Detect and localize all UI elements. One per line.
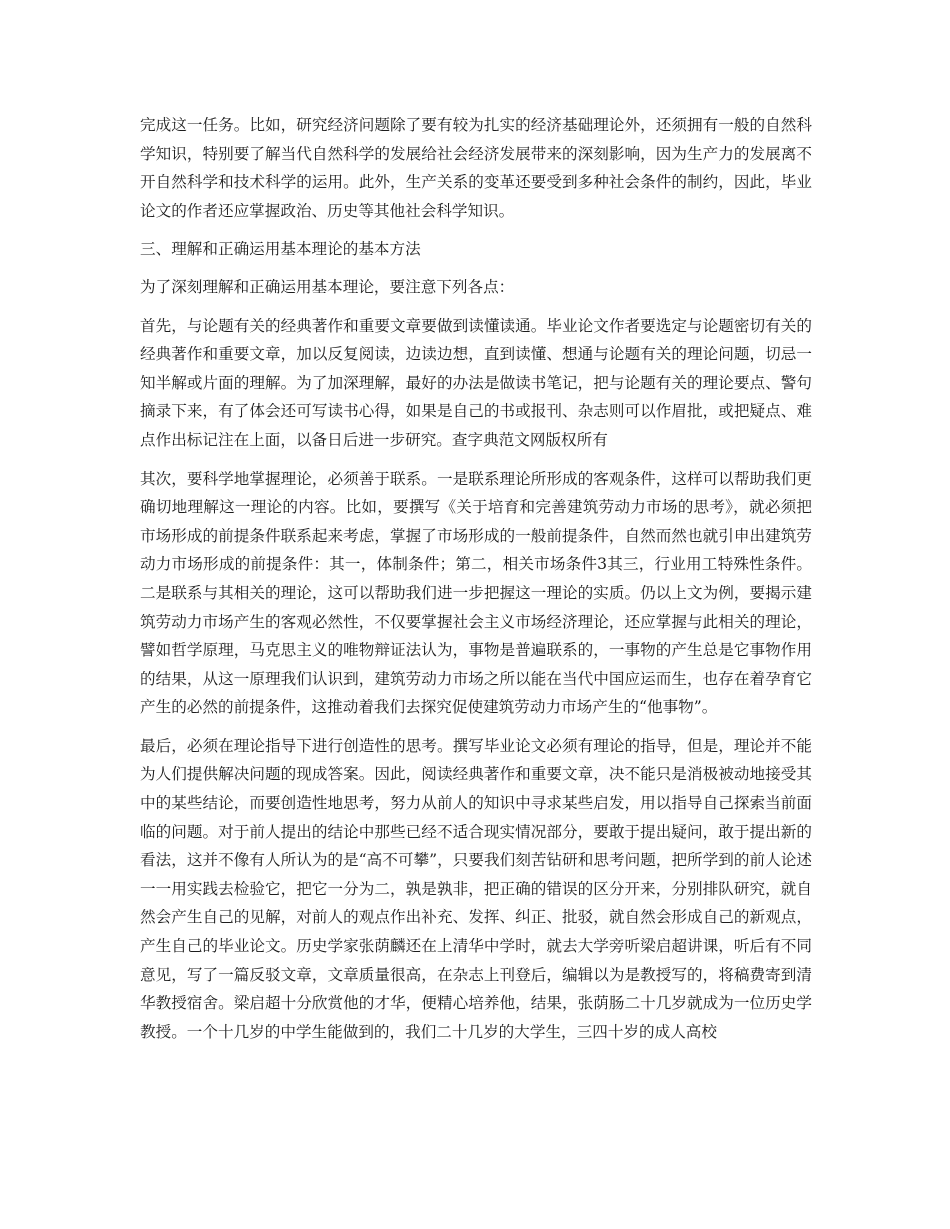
paragraph-second-point: 其次，要科学地掌握理论，必须善于联系。一是联系理论所形成的客观条件，这样可以帮助我们更确切地理解这一理论的内容。比如，要撰写《关于培育和完善建筑劳动力市场的思考》，就必须把市场形成的前提条件联系起来考虑，掌握了市场形成的一般前提条件，自然而然也就引申出建筑劳动力市场形成的前提条件：其一，体制条件；第二，相关市场条件3其三，行业用工特殊性条件。二是联系与其相关的理论，这可以帮助我们进一步把握这一理论的实质。仍以上文为例，要揭示建筑劳动力市场产生的客观必然性，不仅要掌握社会主义市场经济理论，还应掌握与此相关的理论，譬如哲学原理，马克思主义的唯物辩证法认为，事物是普遍联系的，一事物的产生总是它事物作用的结果，从这一原理我们认识到，建筑劳动力市场之所以能在当代中国应运而生，也存在着孕育它产生的必然的前提条件，这推动着我们去探究促使建筑劳动力市场产生的“他事物”。 [140,469,812,717]
paragraph-first-point: 首先，与论题有关的经典著作和重要文章要做到读懂读通。毕业论文作者要选定与论题密切有关的经典著作和重要文章，加以反复阅读，边读边想，直到读懂、想通与论题有关的理论问题，切忌一知半解或片面的理解。为了加深理解，最好的办法是做读书笔记，把与论题有关的理论要点、警句摘录下来，有了体会还可写读书心得，如果是自己的书或报刊、杂志则可以作眉批，或把疑点、难点作出标记注在上面，以备日后进一步研究。查字典范文网版权所有 [140,316,812,449]
paragraph-final-point: 最后，必须在理论指导下进行创造性的思考。撰写毕业论文必须有理论的指导，但是，理论并不能为人们提供解决问题的现成答案。因此，阅读经典著作和重要文章，决不能只是消极被动地接受其中的某些结论，而要创造性地思考，努力从前人的知识中寻求某些启发，用以指导自己探索当前面临的问题。对于前人提出的结论中那些已经不适合现实情况部分，要敢于提出疑问，敢于提出新的看法，这并不像有人所认为的是“高不可攀”，只要我们刻苦钻研和思考问题，把所学到的前人论述一一用实践去检验它，把它一分为二，孰是孰非，把正确的错误的区分开来，分别排队研究，就自然会产生自己的见解，对前人的观点作出补充、发挥、纠正、批驳，就自然会形成自己的新观点，产生自己的毕业论文。历史学家张荫麟还在上清华中学时，就去大学旁听梁启超讲课，听后有不同意见，写了一篇反驳文章，文章质量很高，在杂志上刊登后，编辑以为是教授写的，将稿费寄到清华教授宿舍。梁启超十分欣赏他的才华，便精心培养他，结果，张荫肠二十几岁就成为一位历史学教授。一个十几岁的中学生能做到的，我们二十几岁的大学生，三四十岁的成人高校 [140,736,812,1041]
paragraph-intro: 为了深刻理解和正确运用基本理论，要注意下列各点： [140,277,515,296]
section-heading: 三、理解和正确运用基本理论的基本方法 [140,240,421,259]
document-body [140,111,812,1056]
paragraph-continuation: 完成这一任务。比如，研究经济问题除了要有较为扎实的经济基础理论外，还须拥有一般的自然科学知识，特别要了解当代自然科学的发展给社会经济发展带来的深刻影响，因为生产力的发展离不开自然科学和技术科学的运用。此外，生产关系的变革还要受到多种社会条件的制约，因此，毕业论文的作者还应掌握政治、历史等其他社会科学知识。 [140,116,812,220]
